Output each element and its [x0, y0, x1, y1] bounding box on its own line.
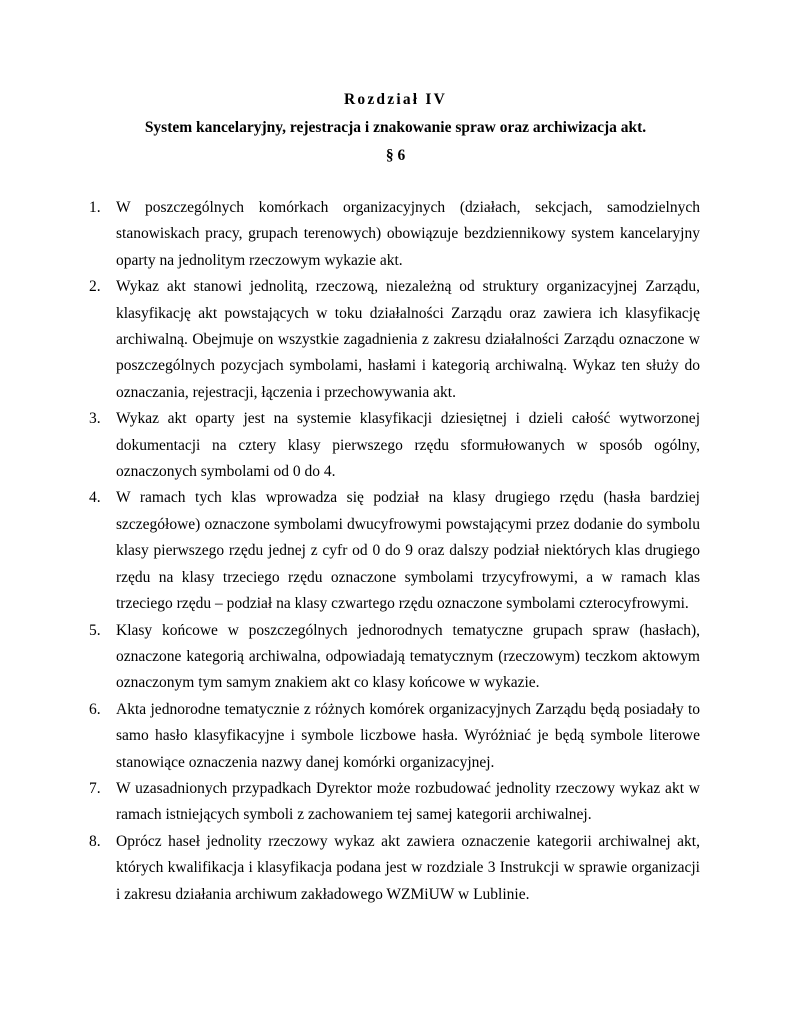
item-number: 2. [89, 278, 101, 296]
item-text: W uzasadnionych przypadkach Dyrektor może rozbudować jednolity rzeczowy wykaz akt w ramach istniejących symboli z zachowaniem tej samej kategorii archiwalnej. [116, 779, 700, 824]
item-number: 6. [89, 700, 101, 718]
list-item [89, 485, 700, 617]
item-text: W poszczególnych komórkach organizacyjnych (działach, sekcjach, samodzielnych stanowiskach pracy, grupach terenowych) obowiązuje bezdziennikowy system kancelaryjny oparty na jednolitym rzeczowym wykazie akt. [116, 199, 700, 269]
item-number: 4. [89, 489, 101, 507]
list-item [89, 195, 700, 274]
item-number: 7. [89, 779, 101, 797]
numbered-list [89, 195, 700, 908]
item-text: Akta jednorodne tematycznie z różnych komórek organizacyjnych Zarządu będą posiadały to samo hasło klasyfikacyjne i symbole liczbowe hasła. Wyróżniać je będą symbole literowe stanowiące oznaczenia nazwy danej komórki organizacyjnej. [116, 700, 700, 771]
item-number: 3. [89, 410, 101, 428]
section-symbol: § 6 [385, 147, 406, 164]
item-text: Wykaz akt oparty jest na systemie klasyfikacji dziesiętnej i dzieli całość wytworzonej dokumentacji na cztery klasy pierwszego rzędu sformułowanych w sposób ogólny, oznaczonych symbolami od 0 do 4. [116, 410, 700, 481]
item-text: Wykaz akt stanowi jednolitą, rzeczową, niezależną od struktury organizacyjnej Zarządu, klasyfikację akt powstających w toku działalności Zarządu oraz zawiera ich klasyfikację archiwalną. Obejmuje on wszystkie zagadnienia z zakresu działalności Zarządu oznaczone w poszczególnych pozycjach symbolami, hasłami i kategorią archiwalną. Wykaz ten służy do oznaczania, rejestracji, łączenia i przechowywania akt. [116, 278, 700, 401]
chapter-title: System kancelaryjny, rejestracja i znakowanie spraw oraz archiwizacja akt. [144, 119, 647, 136]
item-number: 5. [89, 621, 101, 639]
item-text: W ramach tych klas wprowadza się podział na klasy drugiego rzędu (hasła bardziej szczegółowe) oznaczone symbolami dwucyfrowymi powstającymi przez dodanie do symbolu klasy pierwszego rzędu jednej z cyfr od 0 do 9 oraz dalszy podział niektórych klas drugiego rzędu na klasy trzeciego rzędu oznaczone symbolami trzycyfrowymi, a w ramach klas trzeciego rzędu – podział na klasy czwartego rzędu oznaczone symbolami czterocyfrowymi. [116, 489, 700, 613]
item-number: 1. [89, 199, 101, 216]
item-text: Oprócz haseł jednolity rzeczowy wykaz akt zawiera oznaczenie kategorii archiwalnej akt, których kwalifikacja i klasyfikacja podana jest w rozdziale 3 Instrukcji w sprawie organizacji i zakresu działania archiwum zakładowego WZMiUW w Lublinie. [116, 832, 700, 903]
list-item [89, 829, 700, 908]
item-text: Klasy końcowe w poszczególnych jednorodnych tematyczne grupach spraw (hasłach), oznaczone kategorią archiwalna, odpowiadają tematycznym (rzeczowym) teczkom aktowym oznaczonym tym samym znakiem akt co klasy końcowe w wykazie. [116, 621, 700, 692]
list-item [89, 274, 700, 406]
list-item [89, 406, 700, 485]
list-item [89, 618, 700, 697]
chapter-heading: Rozdział IV [344, 91, 447, 108]
list-item [89, 697, 700, 776]
item-number: 8. [89, 832, 101, 850]
list-item [89, 776, 700, 829]
